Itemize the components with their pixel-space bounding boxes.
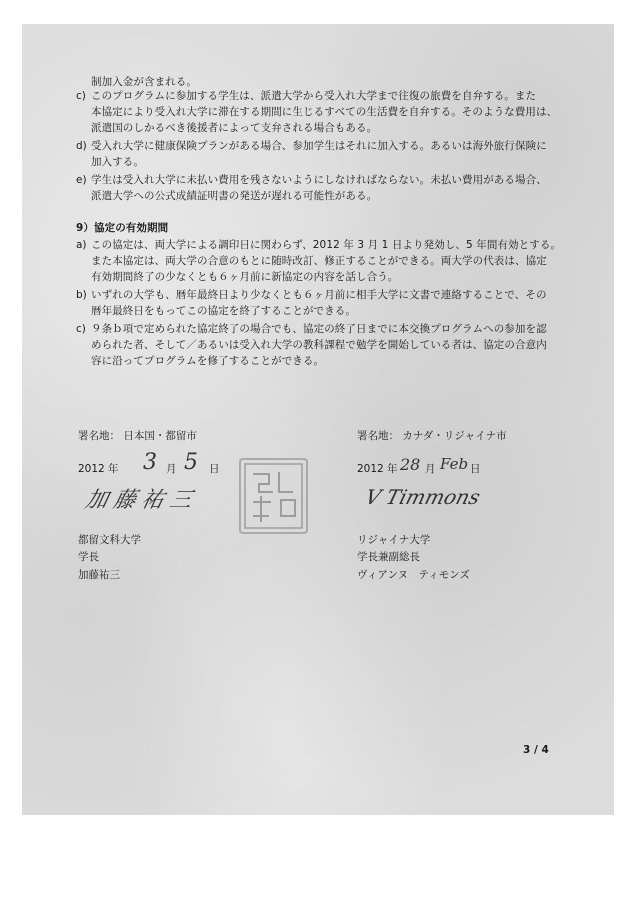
list-marker: c) [76, 323, 86, 335]
paragraph-line: 本協定により受入れ大学に滞在する期間に生じるすべての生活費を自弁する。そのような費用は、 [91, 106, 558, 118]
handwritten-day-right: 28 [400, 455, 421, 474]
list-marker: d) [76, 140, 87, 152]
signatory-name-left: 加藤祐三 [78, 569, 120, 581]
date-day-unit-right: 月 [425, 463, 436, 475]
list-marker: a) [76, 239, 87, 251]
paragraph-line: ９条ｂ項で定められた協定終了の場合でも、協定の終了日までに本交換プログラムへの参加を認 [91, 323, 547, 335]
title-right: 学長兼副総長 [357, 551, 420, 563]
list-marker: b) [76, 289, 87, 301]
list-marker: e) [76, 174, 87, 186]
handwritten-day-left: 5 [184, 450, 198, 475]
handwritten-signature-right: V Timmons [362, 485, 483, 509]
paragraph-line: この協定は、両大学による調印日に関わらず、2012 年 3 月 1 日より発効し、5 年間有効とする。 [91, 239, 562, 251]
paragraph-line: 派遣国のしかるべき後援者によって支弁される場合もある。 [91, 122, 378, 134]
handwritten-month-right: Feb [440, 455, 469, 473]
date-year-left: 2012 年 [78, 463, 119, 475]
date-month-unit-left: 月 [166, 463, 177, 475]
signatory-name-right: ヴィアンヌ ティモンズ [357, 569, 470, 581]
list-marker: c) [76, 90, 86, 102]
paragraph-line: 容に沿ってプログラムを修了することができる。 [91, 355, 325, 367]
seal-stamp-icon [239, 458, 308, 534]
handwritten-month-left: 3 [143, 450, 157, 475]
paragraph-line: 加入する。 [91, 156, 144, 168]
paragraph-line: 学生は受入れ大学に未払い費用を残さないようにしなければならない。未払い費用がある場合、 [91, 174, 547, 186]
section-heading: 9）協定の有効期間 [76, 222, 169, 234]
paragraph-line: また本協定は、両大学の合意のもとに随時改訂、修正することができる。両大学の代表は、協定 [91, 255, 547, 267]
date-year-right: 2012 年 [357, 463, 398, 475]
signature-place-right: 署名地： カナダ・リジャイナ市 [357, 430, 507, 442]
paragraph-line: いずれの大学も、暦年最終日より少なくとも６ヶ月前に相手大学に文書で連絡することで、その [91, 289, 547, 301]
paragraph-line: 派遣大学への公式成績証明書の発送が遅れる可能性がある。 [91, 190, 378, 202]
paragraph-line: められた者、そして／あるいは受入れ大学の教科課程で勉学を開始している者は、協定の合意内 [91, 339, 547, 351]
paragraph-line: 受入れ大学に健康保険プランがある場合、参加学生はそれに加入する。あるいは海外旅行保険に [91, 140, 547, 152]
institution-right: リジャイナ大学 [357, 534, 431, 546]
signature-place-left: 署名地： 日本国・都留市 [78, 430, 197, 442]
paragraph-line: 有効期間終了の少なくとも６ヶ月前に新協定の内容を話し合う。 [91, 271, 399, 283]
paragraph-line: このプログラムに参加する学生は、派遣大学から受入れ大学まで往復の旅費を自弁する。また [91, 90, 537, 102]
date-month-unit-right: 日 [470, 463, 481, 475]
page-number: 3 / 4 [523, 744, 549, 756]
title-left: 学長 [78, 551, 99, 563]
paragraph-line: 暦年最終日をもってこの協定を終了することができる。 [91, 305, 356, 317]
handwritten-signature-left: 加藤祐三 [82, 488, 201, 513]
paragraph-line: 制加入金が含まれる。 [91, 76, 197, 88]
institution-left: 都留文科大学 [78, 534, 141, 546]
date-day-unit-left: 日 [209, 463, 220, 475]
